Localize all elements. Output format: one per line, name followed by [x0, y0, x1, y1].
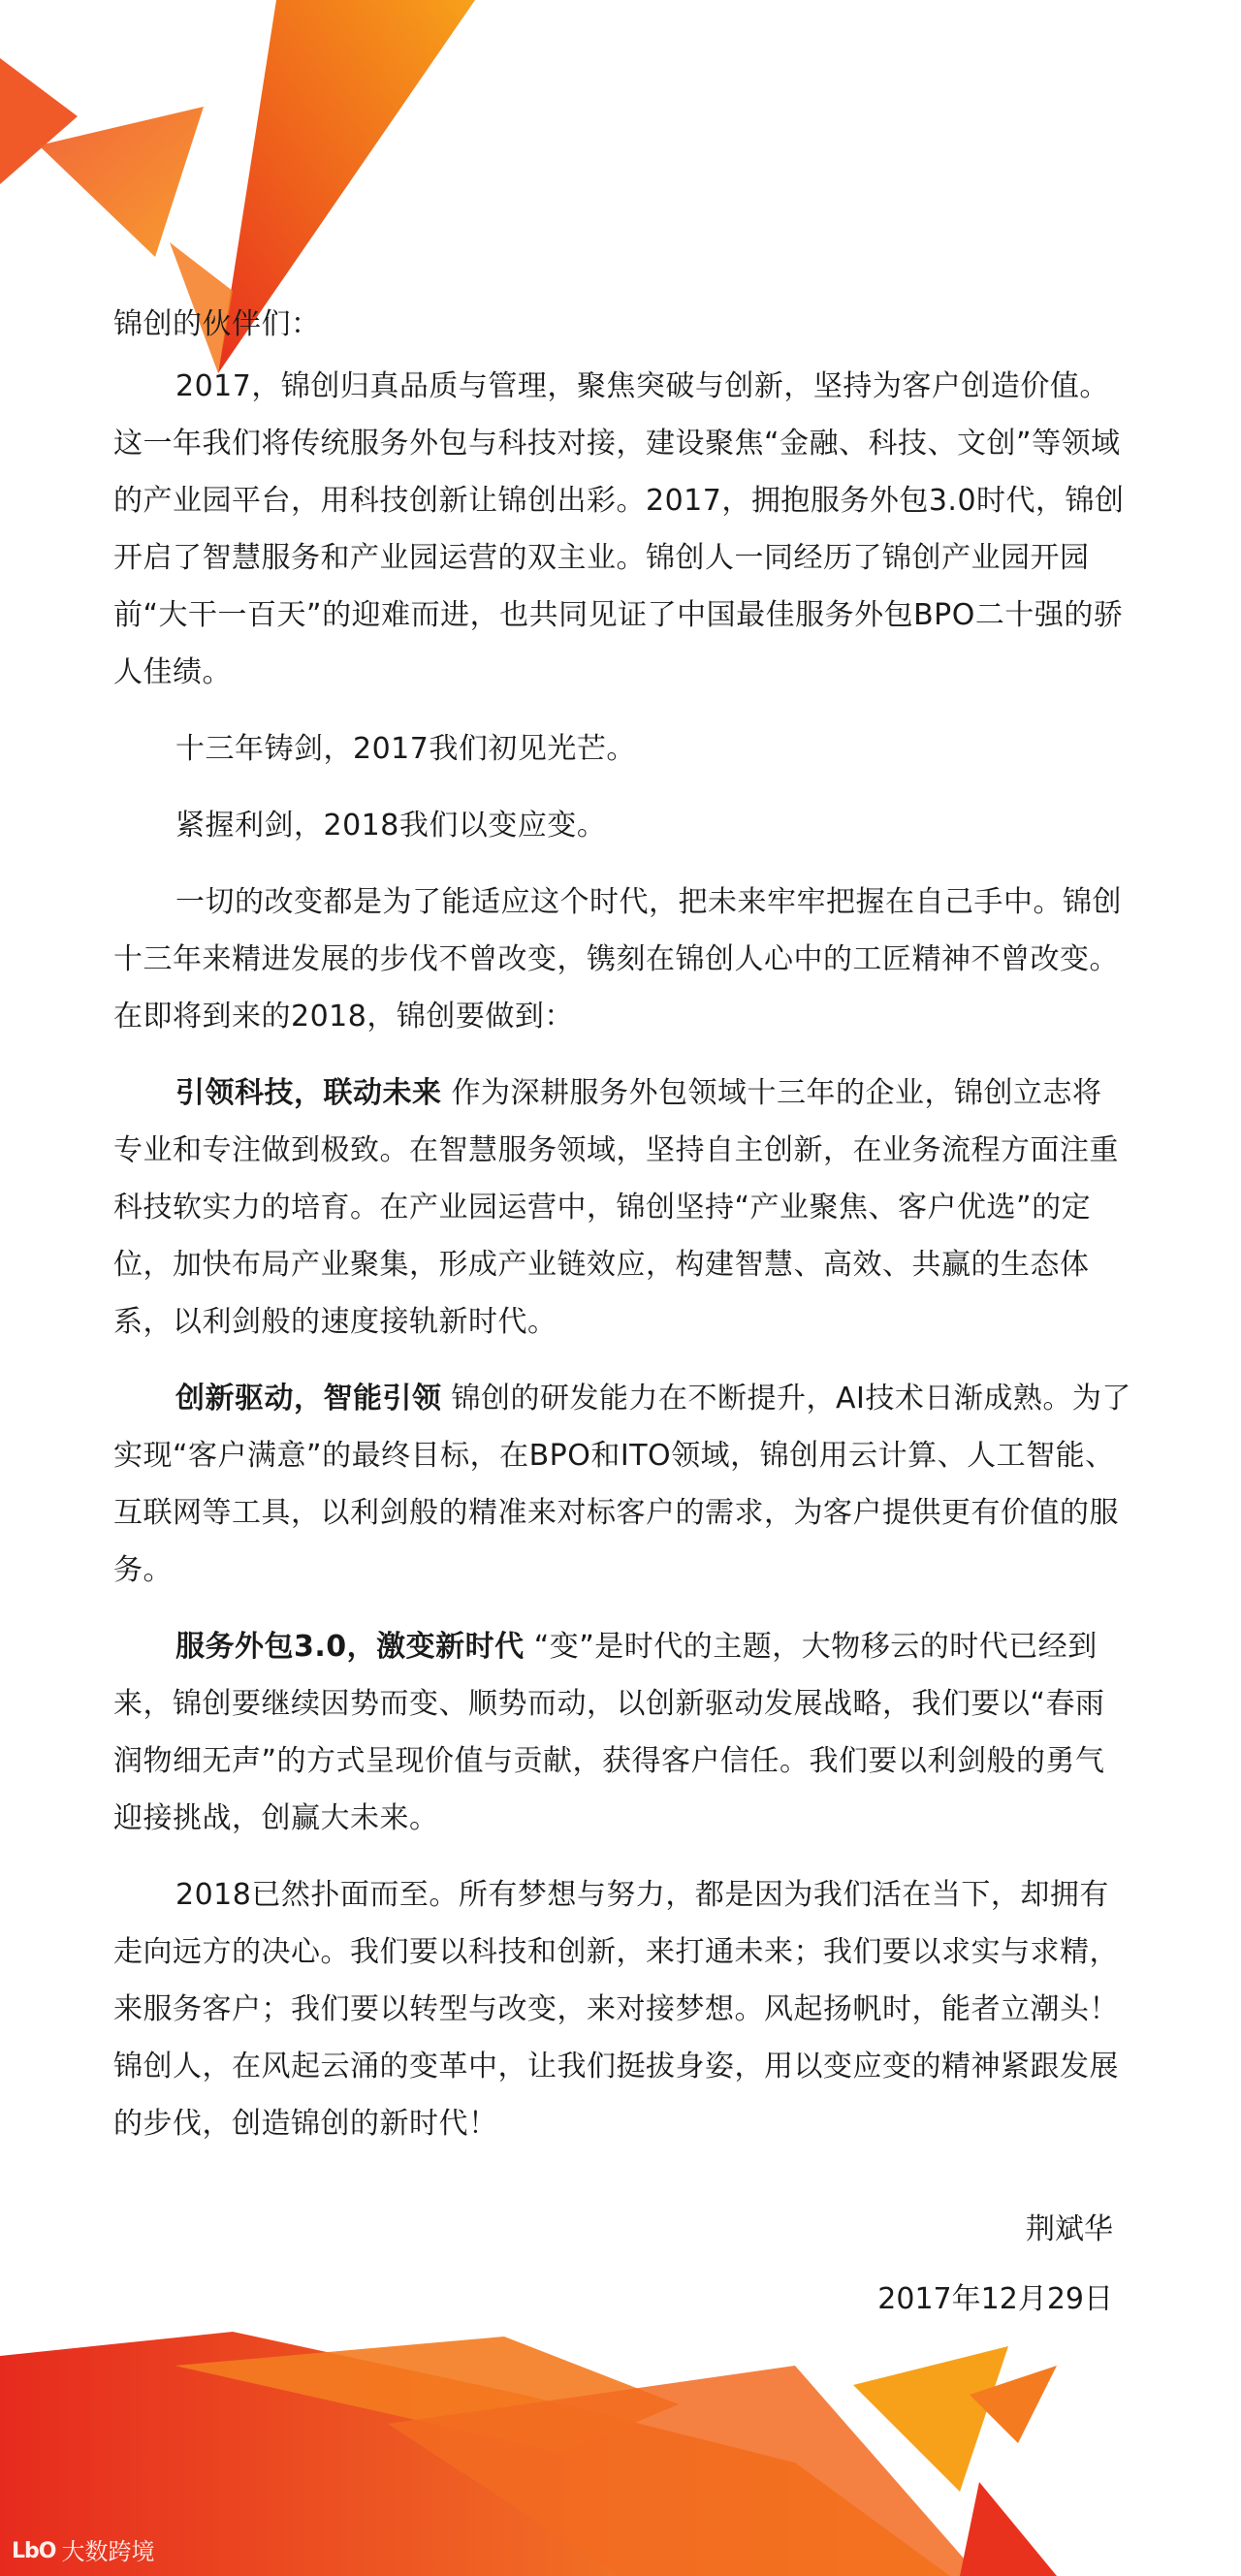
greeting: 锦创的伙伴们：: [113, 307, 321, 341]
paragraph: 紧握利剑，2018我们以变应变。: [175, 809, 607, 843]
paragraph: 2018已然扑面而至。所有梦想与努力，都是因为我们活在当下，却拥有走向远方的决心。我们要以科技和创新，来打通未来；我们要以求实与求精，来服务客户；我们要以转型与改变，来对接梦想。风起扬帆时，能者立潮头！锦创人，在风起云涌的变革中，让我们挺拔身姿，用以变应变的精神紧跟发展的步伐，创造锦创的新时代！: [113, 1878, 1119, 2141]
paragraph-heading: 引领科技，联动未来: [175, 1076, 442, 1110]
paragraph: 创新驱动，智能引领 锦创的研发能力在不断提升，AI技术日渐成熟。为了实现“客户满意”的最终目标，在BPO和ITO领域，锦创用云计算、人工智能、互联网等工具，以利剑般的精准来对标客户的需求，为客户提供更有价值的服务。: [113, 1382, 1131, 1587]
watermark-text: 大数跨境: [61, 2538, 155, 2565]
paragraph: 2017，锦创归真品质与管理，聚焦突破与创新，坚持为客户创造价值。这一年我们将传统服务外包与科技对接，建设聚焦“金融、科技、文创”等领域的产业园平台，用科技创新让锦创出彩。2017，拥抱服务外包3.0时代，锦创开启了智慧服务和产业园运营的双主业。锦创人一同经历了锦创产业园开园前“大干一百天”的迎难而进，也共同见证了中国最佳服务外包BPO二十强的骄人佳绩。: [113, 369, 1125, 689]
paragraph-heading: 服务外包3.0，激变新时代: [175, 1630, 525, 1664]
watermark: [12, 2536, 154, 2567]
paragraph-heading: 创新驱动，智能引领: [175, 1382, 442, 1415]
paragraph: 引领科技，联动未来 作为深耕服务外包领域十三年的企业，锦创立志将专业和专注做到极致。在智慧服务领域，坚持自主创新，在业务流程方面注重科技软实力的培育。在产业园运营中，锦创坚持“产业聚焦、客户优选”的定位，加快布局产业聚集，形成产业链效应，构建智慧、高效、共赢的生态体系，以利剑般的速度接轨新时代。: [113, 1076, 1119, 1339]
paragraph: 服务外包3.0，激变新时代 “变”是时代的主题，大物移云的时代已经到来，锦创要继续因势而变、顺势而动，以创新驱动发展战略，我们要以“春雨润物细无声”的方式呈现价值与贡献，获得客户信任。我们要以利剑般的勇气迎接挑战，创赢大未来。: [113, 1630, 1105, 1835]
signature: 荆斌华: [1026, 2212, 1113, 2246]
watermark-logo: LbO: [12, 2539, 56, 2563]
bottom-triangle-red: [960, 2482, 1057, 2576]
top-triangle-small: [39, 107, 204, 257]
date: 2017年12月29日: [877, 2282, 1113, 2316]
paragraph: 一切的改变都是为了能适应这个时代，把未来牢牢把握在自己手中。锦创十三年来精进发展的步伐不曾改变，镌刻在锦创人心中的工匠精神不曾改变。在即将到来的2018，锦创要做到：: [113, 885, 1122, 1034]
paragraph: 十三年铸剑，2017我们初见光芒。: [175, 732, 636, 766]
letter-body: [113, 296, 1131, 2172]
